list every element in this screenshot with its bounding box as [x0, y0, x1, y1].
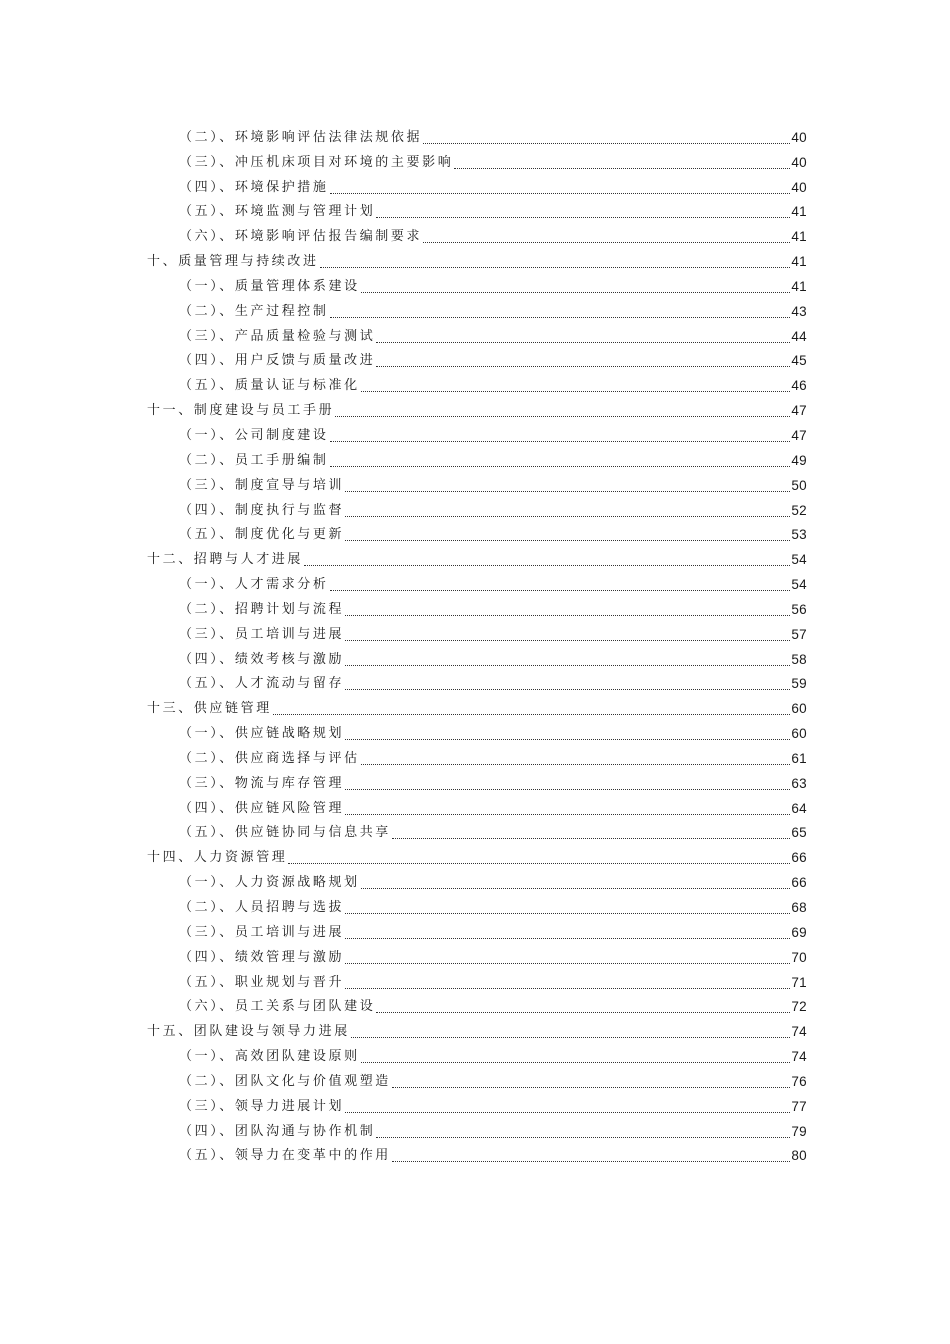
toc-dot-leader — [361, 1062, 791, 1063]
toc-page-number: 69 — [791, 924, 807, 940]
toc-page-number: 57 — [791, 626, 807, 642]
toc-section-entry[interactable] — [147, 746, 807, 771]
toc-entry-title: （二）、员工手册编制 — [179, 452, 329, 468]
toc-dot-leader — [345, 640, 790, 641]
toc-entry-title: （一）、供应链战略规划 — [179, 726, 345, 742]
toc-dot-leader — [345, 739, 790, 740]
toc-dot-leader — [392, 1161, 790, 1162]
toc-entry-title: （五）、质量认证与标准化 — [179, 378, 360, 394]
toc-page-number: 40 — [791, 154, 807, 170]
toc-page-number: 80 — [791, 1148, 807, 1164]
toc-entry-title: （四）、供应链风险管理 — [179, 800, 345, 816]
toc-section-entry[interactable] — [147, 373, 807, 398]
toc-section-entry[interactable] — [147, 721, 807, 746]
toc-entry-title: （三）、冲压机床项目对环境的主要影响 — [179, 154, 454, 170]
toc-dot-leader — [320, 267, 791, 268]
toc-dot-leader — [361, 391, 791, 392]
toc-chapter-entry[interactable] — [147, 547, 807, 572]
toc-dot-leader — [330, 590, 791, 591]
toc-page-number: 47 — [791, 403, 807, 419]
toc-section-entry[interactable] — [147, 1119, 807, 1144]
toc-dot-leader — [345, 814, 790, 815]
toc-page-number: 61 — [791, 750, 807, 766]
toc-chapter-entry[interactable] — [147, 696, 807, 721]
toc-entry-title: （一）、人力资源战略规划 — [179, 875, 360, 891]
toc-section-entry[interactable] — [147, 672, 807, 697]
toc-page-number: 76 — [791, 1073, 807, 1089]
toc-section-entry[interactable] — [147, 622, 807, 647]
toc-chapter-entry[interactable] — [147, 249, 807, 274]
toc-page-number: 44 — [791, 328, 807, 344]
toc-section-entry[interactable] — [147, 349, 807, 374]
toc-page-number: 53 — [791, 527, 807, 543]
toc-dot-leader — [330, 317, 791, 318]
toc-chapter-entry[interactable] — [147, 845, 807, 870]
toc-page-number: 45 — [791, 353, 807, 369]
toc-page-number: 56 — [791, 601, 807, 617]
toc-entry-title: （五）、领导力在变革中的作用 — [179, 1148, 391, 1164]
toc-dot-leader — [376, 366, 790, 367]
toc-dot-leader — [392, 838, 790, 839]
toc-page-number: 54 — [791, 552, 807, 568]
toc-entry-title: 十二、招聘与人才进展 — [147, 552, 304, 568]
toc-page-number: 66 — [791, 850, 807, 866]
toc-section-entry[interactable] — [147, 498, 807, 523]
toc-entry-title: （一）、人才需求分析 — [179, 577, 329, 593]
toc-section-entry[interactable] — [147, 448, 807, 473]
toc-entry-title: （二）、招聘计划与流程 — [179, 601, 345, 617]
toc-dot-leader — [345, 988, 790, 989]
toc-page-number: 54 — [791, 577, 807, 593]
toc-section-entry[interactable] — [147, 1144, 807, 1169]
toc-page-number: 64 — [791, 800, 807, 816]
toc-section-entry[interactable] — [147, 299, 807, 324]
toc-dot-leader — [273, 714, 791, 715]
toc-dot-leader — [345, 665, 790, 666]
toc-section-entry[interactable] — [147, 995, 807, 1020]
toc-entry-title: （二）、人员招聘与选拔 — [179, 900, 345, 915]
toc-section-entry[interactable] — [147, 1094, 807, 1119]
toc-page-number: 60 — [791, 701, 807, 717]
toc-section-entry[interactable] — [147, 523, 807, 548]
toc-section-entry[interactable] — [147, 473, 807, 498]
toc-entry-title: （一）、公司制度建设 — [179, 427, 329, 443]
toc-entry-title: 十、质量管理与持续改进 — [147, 254, 319, 270]
toc-page-number: 40 — [791, 129, 807, 145]
toc-page-number: 41 — [791, 254, 807, 270]
toc-section-entry[interactable] — [147, 150, 807, 175]
toc-entry-title: （三）、产品质量检验与测试 — [179, 328, 376, 344]
toc-page-number: 49 — [791, 452, 807, 468]
toc-entry-title: （四）、绩效考核与激励 — [179, 651, 345, 667]
toc-page-number: 41 — [791, 278, 807, 294]
toc-page-number: 68 — [791, 900, 807, 915]
toc-section-entry[interactable] — [147, 870, 807, 895]
toc-entry-title: （四）、用户反馈与质量改进 — [179, 353, 376, 369]
toc-dot-leader — [345, 615, 790, 616]
toc-dot-leader — [376, 342, 790, 343]
toc-dot-leader — [361, 764, 791, 765]
toc-dot-leader — [454, 168, 790, 169]
toc-section-entry[interactable] — [147, 423, 807, 448]
toc-chapter-entry[interactable] — [147, 398, 807, 423]
toc-section-entry[interactable] — [147, 1044, 807, 1069]
toc-entry-title: （一）、质量管理体系建设 — [179, 278, 360, 294]
toc-page-number: 63 — [791, 775, 807, 791]
toc-section-entry[interactable] — [147, 796, 807, 821]
toc-dot-leader — [335, 416, 790, 417]
toc-dot-leader — [345, 938, 790, 939]
toc-dot-leader — [376, 1012, 790, 1013]
toc-page-number: 46 — [791, 378, 807, 394]
toc-entry-title: （二）、生产过程控制 — [179, 303, 329, 319]
toc-entry-title: （三）、制度宣导与培训 — [179, 477, 345, 493]
toc-dot-leader — [345, 913, 790, 914]
toc-page-number: 65 — [791, 825, 807, 841]
toc-dot-leader — [330, 466, 791, 467]
toc-entry-title: （三）、物流与库存管理 — [179, 775, 345, 791]
toc-dot-leader — [423, 242, 790, 243]
toc-entry-title: （三）、领导力进展计划 — [179, 1098, 345, 1114]
toc-dot-leader — [423, 143, 790, 144]
toc-page-number: 70 — [791, 949, 807, 965]
toc-dot-leader — [345, 540, 790, 541]
toc-page-number: 41 — [791, 204, 807, 220]
toc-page-number: 74 — [791, 1024, 807, 1040]
toc-dot-leader — [392, 1087, 790, 1088]
toc-page-number: 77 — [791, 1098, 807, 1114]
toc-dot-leader — [345, 963, 790, 964]
toc-page-number: 60 — [791, 726, 807, 742]
toc-page-number: 58 — [791, 651, 807, 667]
toc-entry-title: （四）、绩效管理与激励 — [179, 949, 345, 965]
toc-section-entry[interactable] — [147, 945, 807, 970]
toc-page-number: 79 — [791, 1123, 807, 1139]
toc-dot-leader — [376, 217, 790, 218]
toc-dot-leader — [288, 863, 790, 864]
toc-dot-leader — [345, 491, 790, 492]
toc-page-number: 66 — [791, 875, 807, 891]
toc-section-entry[interactable] — [147, 224, 807, 249]
toc-entry-title: （五）、制度优化与更新 — [179, 527, 345, 543]
toc-entry-title: （四）、制度执行与监督 — [179, 502, 345, 518]
toc-section-entry[interactable] — [147, 597, 807, 622]
toc-page-number: 72 — [791, 999, 807, 1015]
toc-entry-title: （五）、供应链协同与信息共享 — [179, 825, 391, 841]
toc-page-number: 50 — [791, 477, 807, 493]
toc-dot-leader — [345, 689, 790, 690]
toc-dot-leader — [361, 292, 791, 293]
toc-entry-title: 十四、人力资源管理 — [147, 850, 288, 866]
toc-page-number: 41 — [791, 229, 807, 245]
toc-section-entry[interactable] — [147, 324, 807, 349]
toc-page-number: 47 — [791, 427, 807, 443]
toc-entry-title: （四）、环境保护措施 — [179, 179, 329, 195]
toc-dot-leader — [304, 565, 790, 566]
toc-entry-title: （五）、职业规划与晋升 — [179, 974, 345, 990]
toc-dot-leader — [345, 789, 790, 790]
toc-dot-leader — [361, 888, 791, 889]
toc-section-entry[interactable] — [147, 274, 807, 299]
toc-section-entry[interactable] — [147, 175, 807, 200]
toc-entry-title: 十三、供应链管理 — [147, 701, 272, 717]
toc-page-number: 74 — [791, 1049, 807, 1065]
toc-dot-leader — [345, 516, 790, 517]
toc-entry-title: （三）、员工培训与进展 — [179, 924, 345, 940]
toc-section-entry[interactable] — [147, 821, 807, 846]
toc-entry-title: （三）、员工培训与进展 — [179, 626, 345, 642]
toc-page-number: 59 — [791, 676, 807, 692]
toc-entry-title: （五）、人才流动与留存 — [179, 676, 345, 692]
toc-dot-leader — [330, 441, 791, 442]
toc-dot-leader — [330, 193, 791, 194]
toc-entry-title: （六）、环境影响评估报告编制要求 — [179, 229, 423, 245]
toc-page-number: 43 — [791, 303, 807, 319]
toc-section-entry[interactable] — [147, 200, 807, 225]
toc-entry-title: （二）、供应商选择与评估 — [179, 750, 360, 766]
toc-entry-title: （四）、团队沟通与协作机制 — [179, 1123, 376, 1139]
toc-section-entry[interactable] — [147, 647, 807, 672]
toc-entry-title: （二）、团队文化与价值观塑造 — [179, 1073, 391, 1089]
toc-section-entry[interactable] — [147, 125, 807, 150]
toc-entry-title: 十五、团队建设与领导力进展 — [147, 1024, 350, 1040]
toc-chapter-entry[interactable] — [147, 1019, 807, 1044]
toc-section-entry[interactable] — [147, 572, 807, 597]
toc-section-entry[interactable] — [147, 771, 807, 796]
toc-entry-title: （二）、环境影响评估法律法规依据 — [179, 129, 423, 145]
toc-entry-title: （六）、员工关系与团队建设 — [179, 999, 376, 1015]
toc-entry-title: （一）、高效团队建设原则 — [179, 1049, 360, 1065]
table-of-contents — [147, 125, 807, 1168]
toc-entry-title: （五）、环境监测与管理计划 — [179, 204, 376, 220]
toc-page-number: 52 — [791, 502, 807, 518]
toc-section-entry[interactable] — [147, 920, 807, 945]
toc-dot-leader — [351, 1037, 791, 1038]
toc-section-entry[interactable] — [147, 895, 807, 920]
toc-page-number: 71 — [791, 974, 807, 990]
toc-section-entry[interactable] — [147, 1069, 807, 1094]
toc-entry-title: 十一、制度建设与员工手册 — [147, 403, 335, 419]
toc-section-entry[interactable] — [147, 970, 807, 995]
toc-dot-leader — [345, 1112, 790, 1113]
toc-page-number: 40 — [791, 179, 807, 195]
toc-dot-leader — [376, 1137, 790, 1138]
